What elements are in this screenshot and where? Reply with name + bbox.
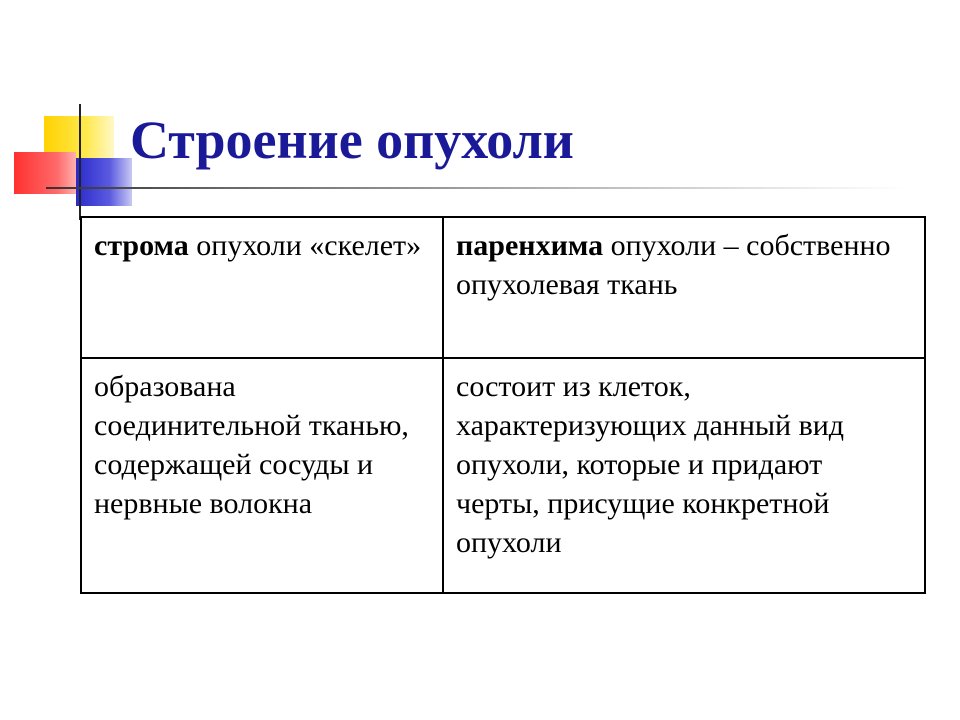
table-cell-stroma-header: [81, 217, 443, 358]
decorative-vertical-line: [79, 104, 81, 220]
table-cell-parenchyma-body: состоит из клеток, характеризующих данный вид опухоли, которые и придают черты, присущие конкретной опухоли: [443, 358, 925, 593]
slide-title: Строение опухоли: [130, 110, 574, 170]
decorative-horizontal-line: [46, 187, 906, 189]
term-parenchyma: паренхима: [456, 229, 604, 262]
parenchyma-description: опухоли – собственно опухолевая ткань: [456, 229, 891, 301]
stroma-description: опухоли «скелет»: [188, 229, 422, 262]
table-cell-stroma-body: образована соединительной тканью, содержащей сосуды и нервные волокна: [81, 358, 443, 593]
decorative-blue-square: [76, 158, 132, 206]
table-row: [81, 217, 925, 358]
term-stroma: строма: [94, 229, 189, 262]
content-table: [80, 216, 926, 594]
table-cell-parenchyma-header: [443, 217, 925, 358]
table-row: [81, 358, 925, 593]
